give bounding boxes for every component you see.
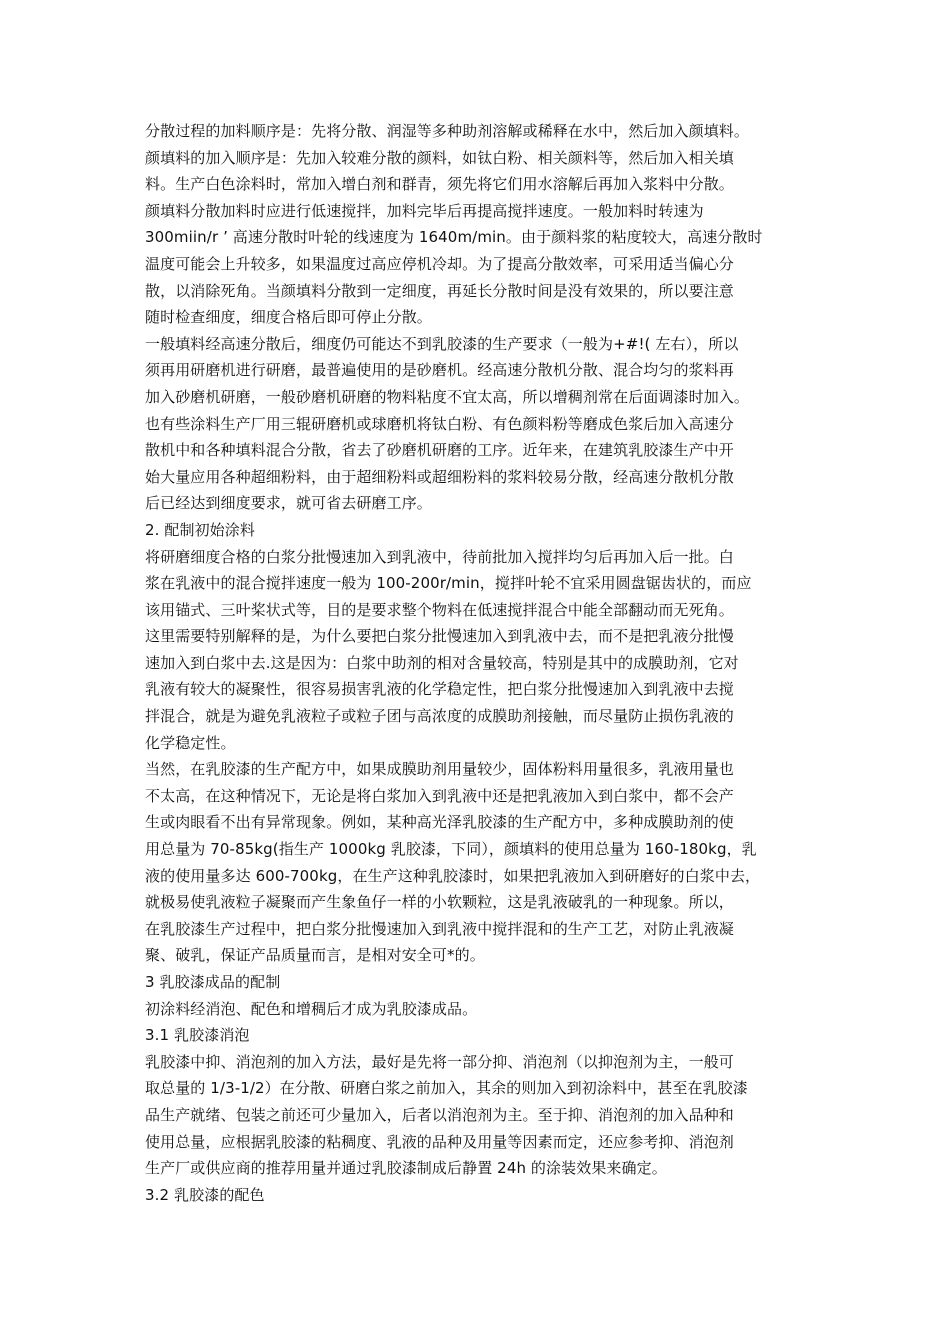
text-line: 化学稳定性。: [145, 733, 236, 752]
text-line: 这里需要特别解释的是，为什么要把白浆分批慢速加入到乳液中去，而不是把乳液分批慢: [145, 627, 734, 646]
subsection-heading: 3.2 乳胶漆的配色: [145, 1185, 265, 1204]
text-line: 液的使用量多达 600-700kg，在生产这种乳胶漆时，如果把乳液加入到研磨好的白浆中去，: [145, 866, 761, 885]
text-line: 初涂料经消泡、配色和增稠后才成为乳胶漆成品。: [145, 999, 478, 1018]
text-line: 一般填料经高速分散后，细度仍可能达不到乳胶漆的生产要求（一般为+#!( 左右），所以: [145, 334, 739, 353]
subsection-heading: 3.1 乳胶漆消泡: [145, 1026, 250, 1045]
text-line: 就极易使乳液粒子凝聚而产生象鱼仔一样的小软颗粒，这是乳液破乳的一种现象。所以，: [145, 893, 734, 912]
text-line: 颜填料的加入顺序是：先加入较难分散的颜料，如钛白粉、相关颜料等，然后加入相关填: [145, 148, 734, 167]
text-line: 散机中和各种填料混合分散，省去了砂磨机研磨的工序。近年来，在建筑乳胶漆生产中开: [145, 441, 734, 460]
text-line: 在乳胶漆生产过程中，把白浆分批慢速加入到乳液中搅拌混和的生产工艺，对防止乳液凝: [145, 919, 734, 938]
text-line: 聚、破乳，保证产品质量而言，是相对安全可*的。: [145, 946, 485, 965]
text-line: 生产厂或供应商的推荐用量并通过乳胶漆制成后静置 24h 的涂装效果来确定。: [145, 1159, 667, 1178]
text-line: 颜填料分散加料时应进行低速搅拌，加料完毕后再提高搅拌速度。一般加料时转速为: [145, 201, 704, 220]
text-line: 浆在乳液中的混合搅拌速度一般为 100-200r/min，搅拌叶轮不宜采用圆盘锯齿状的，而应: [145, 574, 752, 593]
section-heading: 2. 配制初始涂料: [145, 520, 255, 539]
text-line: 料。生产白色涂料时，常加入增白剂和群青，须先将它们用水溶解后再加入浆料中分散。: [145, 175, 734, 194]
text-line: 拌混合，就是为避免乳液粒子或粒子团与高浓度的成膜助剂接触，而尽量防止损伤乳液的: [145, 707, 734, 726]
text-line: 须再用研磨机进行研磨，最普遍使用的是砂磨机。经高速分散机分散、混合均匀的浆料再: [145, 361, 734, 380]
text-line: 将研磨细度合格的白浆分批慢速加入到乳液中，待前批加入搅拌均匀后再加入后一批。白: [145, 547, 734, 566]
text-line: 该用锚式、三叶桨状式等，目的是要求整个物料在低速搅拌混合中能全部翻动而无死角。: [145, 600, 734, 619]
text-line: 散，以消除死角。当颜填料分散到一定细度，再延长分散时间是没有效果的，所以要注意: [145, 281, 734, 300]
text-line: 取总量的 1/3-1/2）在分散、研磨白浆之前加入，其余的则加入到初涂料中，甚至在乳胶漆: [145, 1079, 748, 1098]
text-line: 加入砂磨机研磨，一般砂磨机研磨的物料粘度不宜太高，所以增稠剂常在后面调漆时加入。: [145, 387, 750, 406]
text-line: 不太高，在这种情况下，无论是将白浆加入到乳液中还是把乳液加入到白浆中，都不会产: [145, 786, 734, 805]
text-line: 使用总量，应根据乳胶漆的粘稠度、乳液的品种及用量等因素而定，还应参考抑、消泡剂: [145, 1132, 734, 1151]
text-line: 生或肉眼看不出有异常现象。例如，某种高光泽乳胶漆的生产配方中，多种成膜助剂的使: [145, 813, 734, 832]
text-line: 乳胶漆中抑、消泡剂的加入方法，最好是先将一部分抑、消泡剂（以抑泡剂为主，一般可: [145, 1052, 734, 1071]
text-line: 随时检查细度，细度合格后即可停止分散。: [145, 308, 432, 327]
text-line: 始大量应用各种超细粉料，由于超细粉料或超细粉料的浆料较易分散，经高速分散机分散: [145, 467, 734, 486]
text-line: 当然，在乳胶漆的生产配方中，如果成膜助剂用量较少，固体粉料用量很多，乳液用量也: [145, 760, 734, 779]
document-page: [145, 118, 825, 1208]
text-line: 速加入到白浆中去.这是因为：白浆中助剂的相对含量较高，特别是其中的成膜助剂，它对: [145, 653, 739, 672]
text-line: 用总量为 70-85kg(指生产 1000kg 乳胶漆，下同），颜填料的使用总量为 160-180kg，乳: [145, 840, 757, 859]
section-heading: 3 乳胶漆成品的配制: [145, 973, 281, 991]
text-line: 乳液有较大的凝聚性，很容易损害乳液的化学稳定性，把白浆分批慢速加入到乳液中去搅: [145, 680, 734, 699]
text-line: 也有些涂料生产厂用三辊研磨机或球磨机将钛白粉、有色颜料粉等磨成色浆后加入高速分: [145, 414, 734, 433]
text-line: 300miin/r ’ 高速分散时叶轮的线速度为 1640m/min。由于颜料浆的粘度较大，高速分散时: [145, 228, 763, 247]
text-line: 分散过程的加料顺序是：先将分散、润湿等多种助剂溶解或稀释在水中，然后加入颜填料。: [145, 122, 750, 140]
text-line: 温度可能会上升较多，如果温度过高应停机冷却。为了提高分散效率，可采用适当偏心分: [145, 254, 734, 273]
text-line: 后已经达到细度要求，就可省去研磨工序。: [145, 494, 432, 513]
text-line: 品生产就绪、包装之前还可少量加入，后者以消泡剂为主。至于抑、消泡剂的加入品种和: [145, 1105, 734, 1124]
